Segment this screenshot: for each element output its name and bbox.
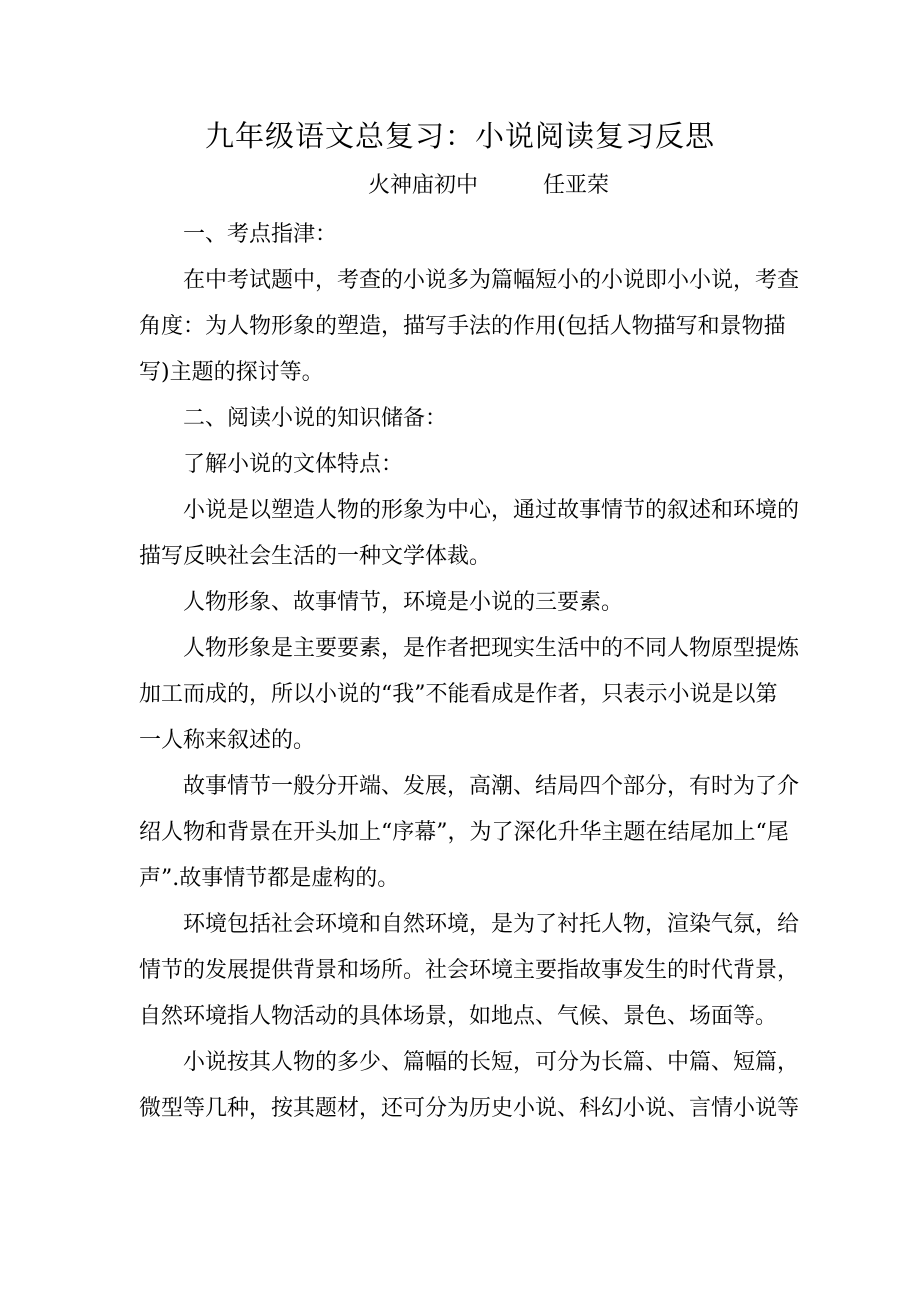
- section-heading: 二、阅读小说的知识储备：: [183, 406, 448, 431]
- document-body: [139, 212, 800, 1132]
- paragraph-line: 声”.故事情节都是虚构的。: [139, 866, 400, 891]
- paragraph-line: 小说按其人物的多少、篇幅的长短，可分为长篇、中篇、短篇，: [183, 1050, 800, 1075]
- paragraph-line: 人物形象是主要要素，是作者把现实生活中的不同人物原型提炼: [183, 636, 800, 661]
- paragraph-line: 角度：为人物形象的塑造，描写手法的作用(包括人物描写和景物描: [139, 314, 786, 339]
- paragraph-line: 在中考试题中，考查的小说多为篇幅短小的小说即小小说，考查: [183, 268, 800, 293]
- byline: [368, 170, 609, 202]
- paragraph-line: 自然环境指人物活动的具体场景，如地点、气候、景色、场面等。: [139, 1004, 778, 1029]
- paragraph-line: 绍人物和背景在开头加上“序幕”，为了深化升华主题在结尾加上“尾: [139, 820, 789, 845]
- paragraph-line: 微型等几种，按其题材，还可分为历史小说、科幻小说、言情小说等: [139, 1096, 800, 1121]
- document-title: 九年级语文总复习：小说阅读复习反思: [204, 119, 715, 153]
- section-heading: 一、考点指津：: [183, 222, 338, 247]
- byline-author: 任亚荣: [543, 173, 610, 198]
- byline-school: 火神庙初中: [368, 173, 479, 198]
- paragraph-line: 小说是以塑造人物的形象为中心，通过故事情节的叙述和环境的: [183, 498, 800, 523]
- paragraph-line: 加工而成的，所以小说的“我”不能看成是作者，只表示小说是以第: [139, 682, 778, 707]
- subheading: 了解小说的文体特点：: [183, 452, 404, 477]
- paragraph-line: 人物形象、故事情节，环境是小说的三要素。: [183, 590, 624, 615]
- paragraph-line: 故事情节一般分开端、发展，高潮、结局四个部分，有时为了介: [183, 774, 800, 799]
- paragraph-line: 情节的发展提供背景和场所。社会环境主要指故事发生的时代背景，: [139, 958, 800, 983]
- paragraph-line: 一人称来叙述的。: [139, 728, 316, 753]
- paragraph-line: 写)主题的探讨等。: [139, 360, 324, 385]
- paragraph-line: 描写反映社会生活的一种文学体裁。: [139, 544, 492, 569]
- paragraph-line: 环境包括社会环境和自然环境，是为了衬托人物，渲染气氛，给: [183, 912, 800, 937]
